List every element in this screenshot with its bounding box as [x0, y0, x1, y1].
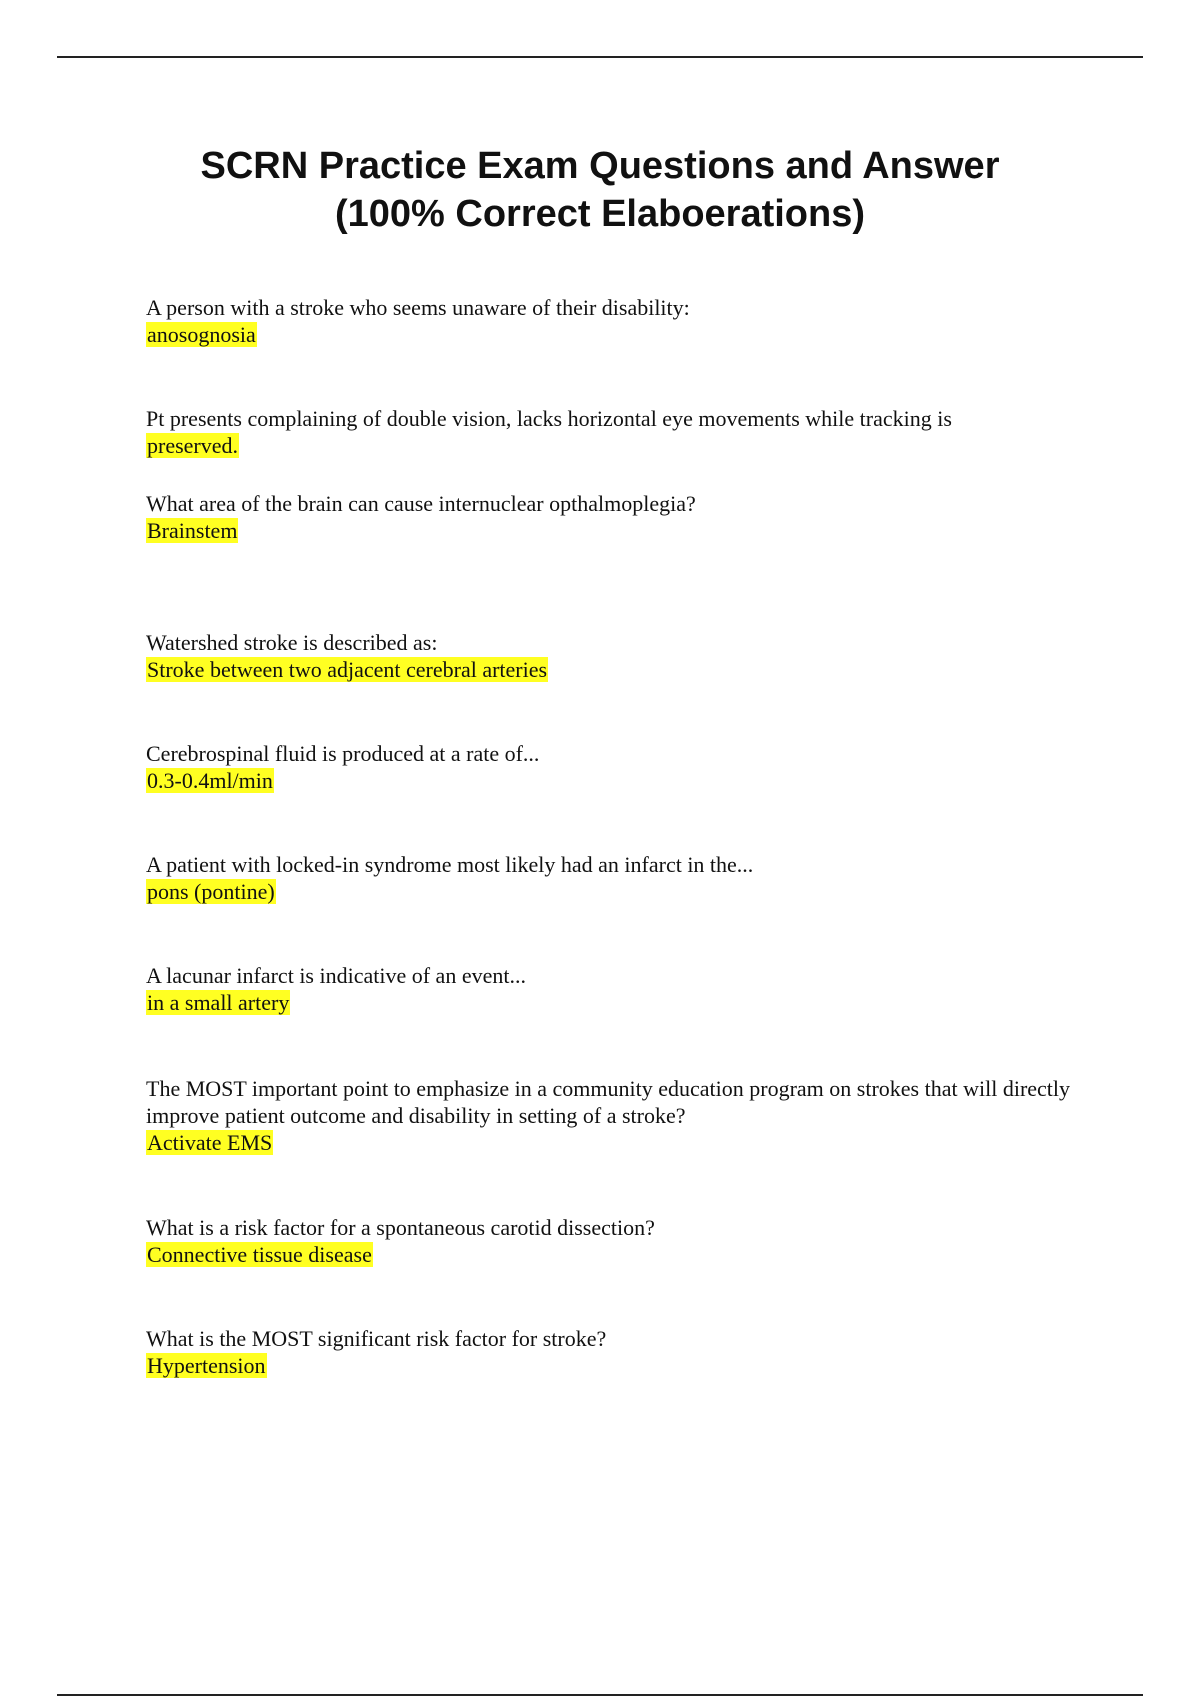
title-line-2: (100% Correct Elaboerations) [334, 193, 866, 235]
qa-item [146, 1214, 1106, 1268]
answer-highlight: pons (pontine) [147, 879, 275, 904]
question-text: Pt presents complaining of double vision, lacks horizontal eye movements while tracking is [146, 406, 952, 431]
answer-highlight: preserved. [147, 433, 239, 458]
qa-item [146, 851, 1106, 905]
question-text: What is a risk factor for a spontaneous carotid dissection? [146, 1215, 655, 1240]
question-text: A person with a stroke who seems unaware of their disability: [146, 295, 690, 320]
qa-item [146, 740, 1106, 794]
page-title [0, 142, 1200, 238]
qa-item [146, 490, 1106, 544]
qa-item [146, 962, 1106, 1016]
qa-item [146, 405, 1106, 459]
answer-highlight: Activate EMS [147, 1130, 273, 1155]
answer-highlight: in a small artery [147, 990, 290, 1015]
title-line-1: SCRN Practice Exam Questions and Answer [200, 145, 1000, 187]
question-text: Cerebrospinal fluid is produced at a rate of... [146, 741, 540, 766]
top-rule [57, 56, 1143, 58]
qa-item [146, 294, 1106, 348]
question-text: What area of the brain can cause internuclear opthalmoplegia? [146, 491, 696, 516]
question-text: A patient with locked-in syndrome most likely had an infarct in the... [146, 852, 754, 877]
bottom-rule [57, 1694, 1143, 1696]
answer-highlight: anosognosia [147, 322, 256, 347]
question-text: A lacunar infarct is indicative of an event... [146, 963, 526, 988]
answer-highlight: Stroke between two adjacent cerebral arteries [147, 657, 548, 682]
answer-highlight: 0.3-0.4ml/min [147, 768, 273, 793]
question-text: Watershed stroke is described as: [146, 630, 438, 655]
qa-item [146, 629, 1106, 683]
answer-highlight: Hypertension [147, 1353, 266, 1378]
qa-item [146, 1075, 1106, 1156]
question-text: The MOST important point to emphasize in a community education program on strokes that will directly improve patient outcome and disability in setting of a stroke? [146, 1076, 1071, 1128]
question-text: What is the MOST significant risk factor for stroke? [146, 1326, 607, 1351]
qa-item [146, 1325, 1106, 1379]
answer-highlight: Brainstem [147, 518, 238, 543]
answer-highlight: Connective tissue disease [147, 1242, 372, 1267]
